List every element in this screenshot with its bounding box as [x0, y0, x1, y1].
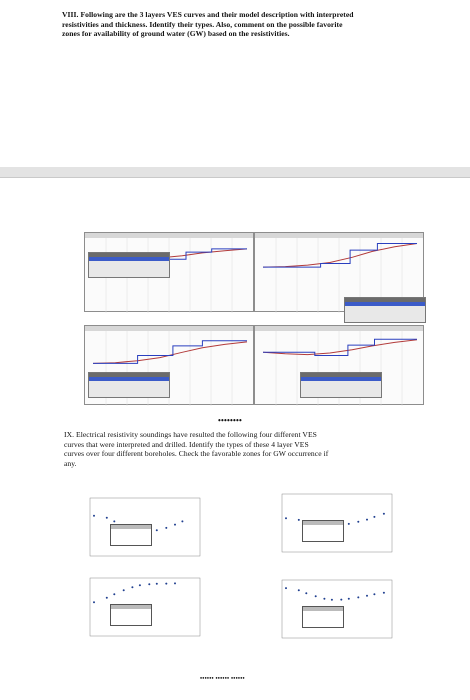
data-point	[315, 595, 317, 597]
q9-line-1: IX. Electrical resistivity soundings have resulted the following four different VES	[64, 430, 317, 439]
data-point	[348, 523, 350, 525]
data-point	[357, 521, 359, 523]
layer-legend-header	[303, 521, 343, 525]
layer-legend-header	[111, 525, 151, 529]
data-point	[298, 589, 300, 591]
vs-chart-4	[282, 580, 392, 638]
vs-chart-3	[90, 578, 200, 636]
data-point	[123, 589, 125, 591]
model-table	[344, 297, 426, 323]
layer-legend	[302, 520, 344, 542]
data-point	[93, 601, 95, 603]
model-table	[300, 372, 382, 398]
layer-legend	[110, 604, 152, 626]
layer-legend	[110, 524, 152, 546]
layer-legend-header	[111, 605, 151, 609]
data-point	[357, 596, 359, 598]
q8-line-2: resistivities and thickness. Identify their types. Also, comment on the possible favorite	[62, 19, 343, 29]
model-table-row	[89, 270, 169, 274]
data-point	[181, 520, 183, 522]
model-table-row	[345, 315, 425, 319]
q9-line-4: any.	[64, 458, 77, 468]
vs-chart-1	[90, 498, 200, 556]
data-point	[93, 515, 95, 517]
data-point	[113, 593, 115, 595]
data-point	[165, 527, 167, 529]
data-point	[156, 529, 158, 531]
data-point	[348, 598, 350, 600]
bottom-dots: •••••• •••••• ••••••	[200, 676, 245, 682]
data-point	[366, 519, 368, 521]
data-point	[340, 599, 342, 601]
q8-line-3: zones for availability of ground water (GW) based on the resistivities.	[62, 29, 290, 39]
layer-legend	[302, 606, 344, 628]
data-point	[106, 517, 108, 519]
data-point	[113, 520, 115, 522]
data-point	[331, 599, 333, 601]
layer-model-steps	[263, 339, 417, 355]
data-point	[305, 592, 307, 594]
page-separator-band	[0, 167, 470, 177]
question-8-text	[62, 10, 422, 39]
data-point	[366, 595, 368, 597]
data-point	[298, 519, 300, 521]
data-point	[373, 516, 375, 518]
data-point	[373, 593, 375, 595]
data-point	[165, 583, 167, 585]
q8-line-1: VIII. Following are the 3 layers VES curves and their model description with interpreted	[62, 10, 354, 19]
model-table-row	[89, 390, 169, 394]
data-point	[148, 583, 150, 585]
data-point	[383, 513, 385, 515]
data-point	[131, 586, 133, 588]
model-table	[88, 372, 170, 398]
model-table	[88, 252, 170, 278]
page-separator-line	[0, 177, 470, 178]
q9-line-2: curves that were interpreted and drilled. Identify the types of these 4 layer VES	[64, 439, 309, 449]
separator-dots: ••••••••	[218, 416, 243, 425]
model-table-row	[301, 390, 381, 394]
data-point	[174, 524, 176, 526]
data-point	[285, 517, 287, 519]
data-point	[285, 587, 287, 589]
vs-chart-2	[282, 494, 392, 552]
data-point	[383, 592, 385, 594]
layer-legend-header	[303, 607, 343, 611]
data-point	[106, 597, 108, 599]
data-point	[323, 598, 325, 600]
apparent-resistivity-curve	[93, 342, 247, 364]
data-point	[156, 583, 158, 585]
question-9-text	[64, 430, 414, 468]
data-point	[174, 582, 176, 584]
q9-line-3: curves over four different boreholes. Check the favorable zones for GW occurrence if	[64, 449, 329, 459]
data-point	[139, 584, 141, 586]
